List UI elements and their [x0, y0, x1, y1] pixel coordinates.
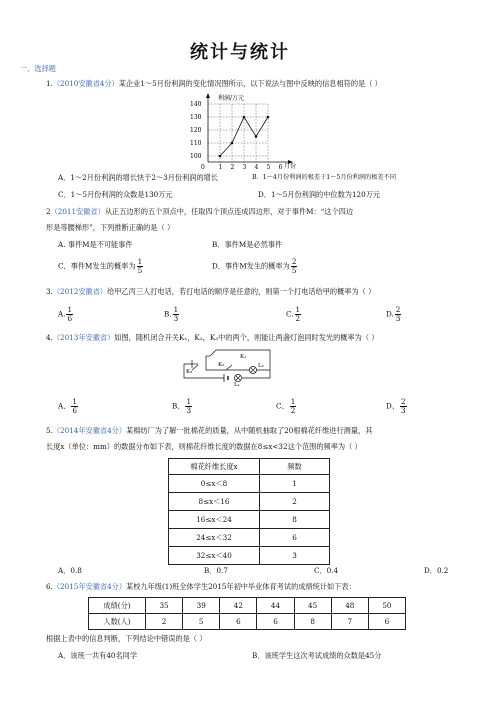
y-tick-label: 120: [190, 127, 202, 134]
chart-origin: 0: [201, 164, 205, 170]
q2-option-a: A. 事件M是不可能事件: [58, 240, 133, 249]
q6-stem: 6.（2015年安徽省4分）某校九年级(1)班全体学生2015年初中毕业体育考试的成绩统计如下表：: [46, 582, 356, 591]
q1-option-d: D．1～5月份利润的中位数为120万元: [258, 190, 381, 199]
q6-source: （2015年安徽省4分）: [52, 582, 127, 591]
q2-source: （2011安徽省）: [50, 207, 105, 216]
data-point: [255, 135, 258, 138]
table-row: 8≤x＜16 2: [169, 493, 330, 511]
q5-option-c: C．0.4: [314, 566, 339, 575]
q5-option-a: A．0.8: [58, 566, 82, 575]
y-tick-label: 100: [190, 153, 202, 160]
chart-grid: [208, 104, 268, 162]
x-tick-label: 6: [278, 164, 283, 170]
q1-option-a: A．1～2月份利润的增长快于2～3月份利润的增长: [58, 173, 219, 182]
q1-stem: 1.（2010安徽省4分）某企业1～5月份利润的变化情况图所示，以下说法与图中反映的信息相符的是（ ）: [46, 79, 382, 88]
x-tick-label: 2: [230, 164, 235, 170]
q4-option-c: C、 $\frac{1}{2}$: [276, 397, 296, 415]
switch-k3: [192, 365, 198, 370]
q4-circuit-diagram: [178, 346, 288, 386]
data-point: [219, 155, 222, 158]
data-point: [267, 116, 270, 119]
q5-source: （2014年安徽省4分）: [52, 426, 127, 435]
q3-option-b: B. $\frac{1}{3}$: [164, 305, 179, 323]
q3-option-d: D. $\frac{2}{3}$: [386, 305, 401, 323]
table-row: 成绩(分) 35 39 42 44 45 48 50: [89, 598, 406, 614]
data-point: [231, 142, 234, 145]
q4-stem: 4.（2013年安徽省）如图，随机闭合开关K₁，K₂，K₃中的两个，则能让两盏灯泡同时发光的概率为（ ）: [46, 333, 379, 342]
y-tick-label: 130: [190, 114, 202, 121]
label-k2: K₂: [218, 362, 225, 368]
chart-ylabel: 利润/万元: [218, 95, 245, 102]
q5-option-b: B．0.7: [204, 566, 228, 575]
q2-option-c: C．事件M发生的概率为 $\frac{1}{5}$: [58, 257, 143, 275]
table-row: 16≤x＜24 8: [169, 511, 330, 529]
table-header-cell: 频数: [260, 459, 330, 475]
q2-option-b: B．事件M是必然事件: [212, 240, 283, 249]
q1-option-b: B．1～4月份利润的极差于1～5月份利润的极差不同: [252, 174, 397, 181]
label-k1: K₁: [240, 354, 247, 360]
table-row: 人数(人) 2 5 6 6 8 7 6: [89, 614, 406, 630]
table-header-cell: 棉花纤维长度x: [169, 459, 260, 475]
q5-stem-line1: 5.（2014年安徽省4分）某棉纺厂为了解一批棉花的质量，从中随机抽取了20根棉花纤维进行测量，其: [46, 426, 373, 435]
x-tick-label: 1: [218, 164, 223, 170]
q1-option-c: C．1～5月份利润的众数是130万元: [58, 190, 173, 199]
q5-option-d: D．0.2: [424, 566, 449, 575]
table-row: 0≤x＜8 1: [169, 475, 330, 493]
chart-xlabel: 月份: [284, 163, 297, 170]
table-header-row: [169, 459, 330, 475]
q4-option-b: B、 $\frac{1}{3}$: [172, 397, 192, 415]
section-heading: 一、选择题: [20, 64, 56, 73]
q4-source: （2013年安徽省）: [52, 333, 115, 342]
data-point: [243, 116, 246, 119]
q2-option-d: D．事件M发生的概率为 $\frac{2}{5}$: [212, 257, 297, 275]
table-header-cell: 成绩(分): [89, 598, 146, 614]
page-title: 统计与统计: [190, 42, 290, 63]
q5-frequency-table: [168, 458, 330, 565]
x-tick-label: 4: [254, 164, 259, 170]
q1-source: （2010安徽省4分）: [52, 79, 119, 88]
switch-k2: [226, 365, 232, 370]
table-row: 24≤x＜32 6: [169, 529, 330, 547]
y-tick-label: 110: [190, 140, 202, 147]
x-tick-label: 5: [266, 164, 271, 170]
label-k3: K₃: [186, 369, 193, 375]
q4-option-a: A、 $\frac{1}{6}$: [58, 397, 77, 415]
q3-option-a: A. $\frac{1}{6}$: [58, 305, 73, 323]
q5-stem-line2: 长度x（单位：mm）的数据分布如下表，则棉花纤维长度的数据在8≤x<32这个范围的频率为（ ）: [46, 442, 362, 451]
q2-stem-line2: 形是等腰梯形”，下列推断正确的是（ ）: [46, 223, 175, 232]
y-axis-arrow: [206, 93, 210, 98]
q3-stem: 3.（2012安徽省）给甲乙丙三人打电话，若打电话的顺序是任意的，则第一个打电话给甲的概率为（ ）: [46, 287, 376, 296]
q3-option-c: C. $\frac{1}{2}$: [286, 305, 301, 323]
table-header-cell: 人数(人): [89, 614, 146, 630]
q6-score-table: [88, 597, 406, 630]
q2-stem-line1: 2（2011安徽省）从正五边形的五个顶点中，任取四个顶点连成四边形，对于事件M：“这个四边: [46, 207, 354, 216]
q6-after-text: 根据上表中的信息判断，下列结论中错误的是（ ）: [46, 634, 207, 643]
y-tick-label: 140: [190, 101, 202, 108]
x-tick-label: 3: [242, 164, 247, 170]
q3-source: （2012安徽省）: [52, 287, 108, 296]
q6-option-a: A．该班一共有40名同学: [58, 651, 138, 660]
label-l1: L₁: [234, 382, 240, 386]
switch-k1: [210, 350, 216, 356]
q1-profit-chart: [190, 92, 300, 170]
q6-option-b: B．该班学生这次考试成绩的众数是45分: [252, 651, 382, 660]
label-l2: L₂: [258, 363, 264, 369]
q4-option-d: D、 $\frac{2}{3}$: [386, 397, 406, 415]
table-row: 32≤x＜40 3: [169, 547, 330, 565]
